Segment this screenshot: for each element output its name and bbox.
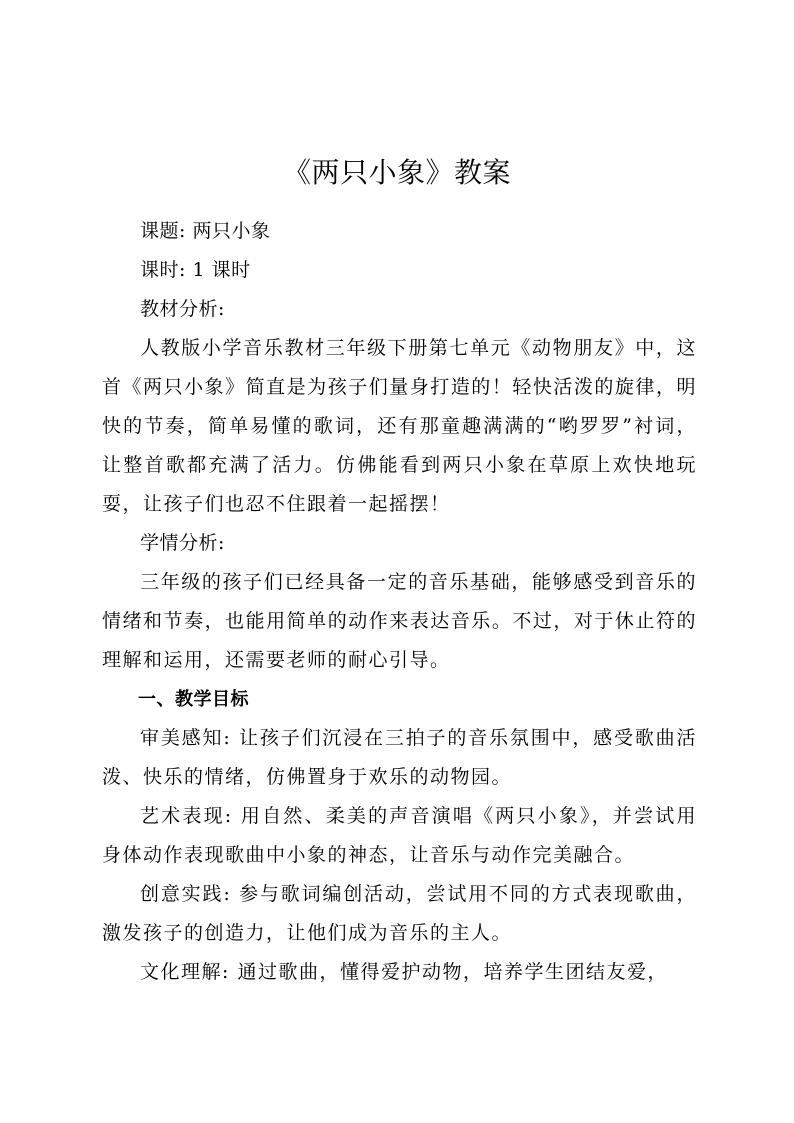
goal-culture-paragraph: 文化理解: 通过歌曲，懂得爱护动物，培养学生团结友爱，	[140, 961, 668, 983]
section-heading-goals: 一、教学目标	[138, 689, 249, 710]
material-paragraph: 人教版小学音乐教材三年级下册第七单元《动物朋友》中，这首《两只小象》简直是为孩子们量身打造的！轻快活泼的旋律，明快的节奏，简单易懂的歌词，还有那童趣满满的“哟罗罗”衬词，让整首歌都充满了活力。仿佛能看到两只小象在草原上欢快地玩耍，让孩子们也忍不住跟着一起摇摆！	[102, 337, 697, 515]
document-title: 《两只小象》教案	[282, 156, 511, 189]
material-heading: 教材分析:	[140, 298, 225, 320]
goal-aesthetic-paragraph: 审美感知: 让孩子们沉浸在三拍子的音乐氛围中，感受歌曲活泼、快乐的情绪，仿佛置身于欢乐的动物园。	[102, 727, 697, 788]
learner-paragraph: 三年级的孩子们已经具备一定的音乐基础，能够感受到音乐的情绪和节奏，也能用简单的动作来表达音乐。不过，对于休止符的理解和运用，还需要老师的耐心引导。	[102, 571, 697, 671]
document-body	[102, 212, 697, 992]
goal-artistic-paragraph: 艺术表现: 用自然、柔美的声音演唱《两只小象》，并尝试用身体动作表现歌曲中小象的神态，让音乐与动作完美融合。	[102, 805, 697, 866]
learner-heading: 学情分析:	[140, 532, 225, 554]
goal-creative-paragraph: 创意实践: 参与歌词编创活动，尝试用不同的方式表现歌曲，激发孩子的创造力，让他们成为音乐的主人。	[102, 883, 697, 944]
hours-line: 课时: 1 课时	[140, 259, 251, 281]
topic-line: 课题: 两只小象	[140, 220, 271, 242]
